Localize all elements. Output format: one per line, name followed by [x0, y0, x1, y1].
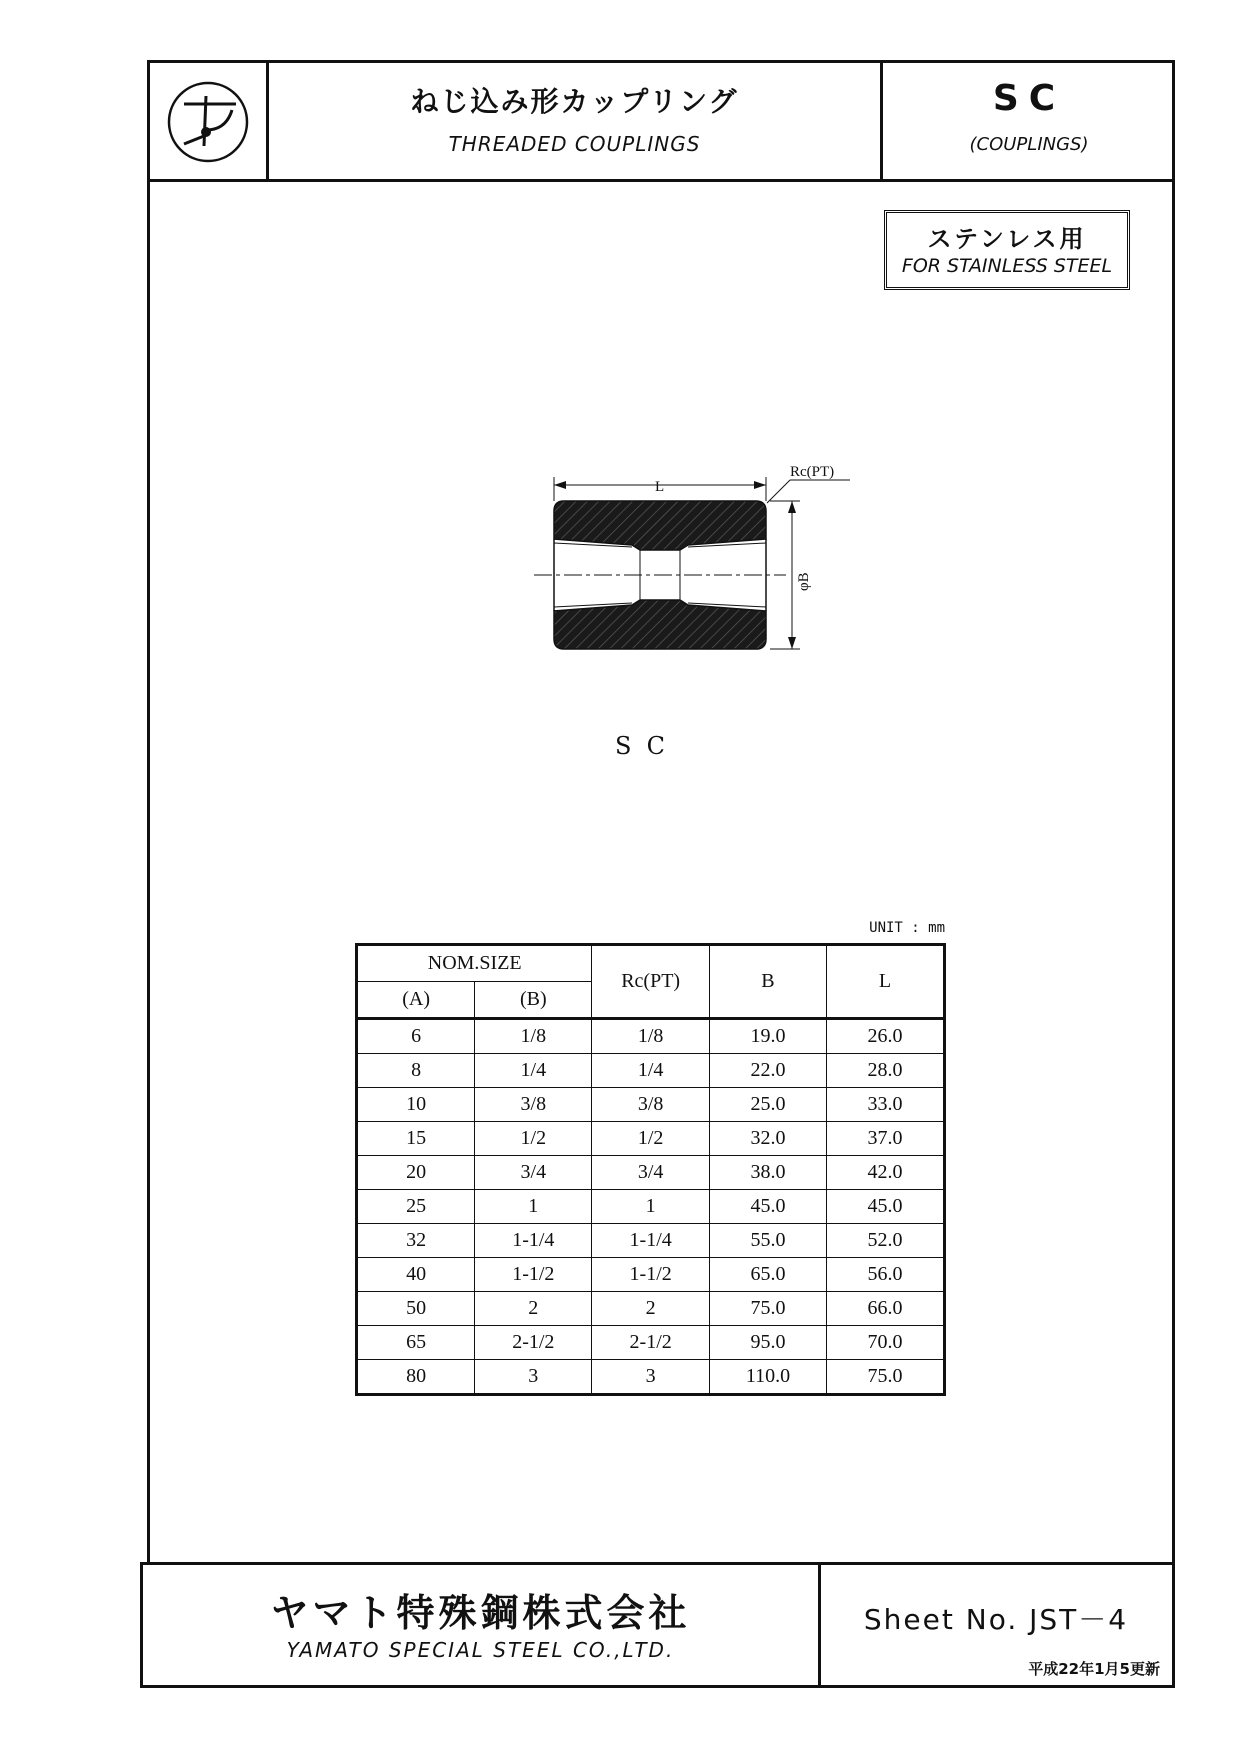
cell-bdim: 45.0: [709, 1190, 826, 1224]
cell-ldim: 75.0: [827, 1360, 945, 1395]
table-row: [357, 1360, 945, 1395]
cell-a: 10: [357, 1088, 475, 1122]
header-rc: Rc(PT): [592, 945, 710, 1019]
cell-b: 1: [475, 1190, 592, 1224]
product-code: SC: [992, 78, 1066, 119]
cell-b: 1-1/4: [475, 1224, 592, 1258]
unit-label: UNIT : mm: [869, 920, 945, 936]
cell-bdim: 110.0: [709, 1360, 826, 1395]
material-japanese: ステンレス用: [927, 225, 1087, 253]
header-b-inch: (B): [475, 982, 592, 1019]
cell-rc: 1/8: [592, 1019, 710, 1054]
cell-a: 32: [357, 1224, 475, 1258]
cell-ldim: 66.0: [827, 1292, 945, 1326]
cell-rc: 3: [592, 1360, 710, 1395]
cell-bdim: 38.0: [709, 1156, 826, 1190]
cell-bdim: 95.0: [709, 1326, 826, 1360]
coupling-cross-section-drawing: [520, 455, 860, 695]
cell-b: 3/4: [475, 1156, 592, 1190]
cell-rc: 1-1/4: [592, 1224, 710, 1258]
cell-b: 1-1/2: [475, 1258, 592, 1292]
cell-b: 2: [475, 1292, 592, 1326]
cell-rc: 2: [592, 1292, 710, 1326]
table-row: [357, 1190, 945, 1224]
cell-bdim: 55.0: [709, 1224, 826, 1258]
title-english: THREADED COUPLINGS: [448, 132, 701, 156]
cell-a: 15: [357, 1122, 475, 1156]
cell-rc: 1/2: [592, 1122, 710, 1156]
table-row: [357, 1156, 945, 1190]
cell-a: 6: [357, 1019, 475, 1054]
header-b: B: [709, 945, 826, 1019]
sheet-number: Sheet No. JST－4: [863, 1603, 1129, 1636]
header-divider: [147, 179, 1175, 182]
cell-a: 25: [357, 1190, 475, 1224]
cell-bdim: 22.0: [709, 1054, 826, 1088]
cell-bdim: 19.0: [709, 1019, 826, 1054]
table-row: [357, 1258, 945, 1292]
cell-ldim: 56.0: [827, 1258, 945, 1292]
cell-ldim: 37.0: [827, 1122, 945, 1156]
drawing-caption: S C: [614, 732, 666, 760]
company-name-english: YAMATO SPECIAL STEEL CO.,LTD.: [286, 1638, 675, 1662]
table-row: [357, 1088, 945, 1122]
table-row: [357, 1326, 945, 1360]
cell-ldim: 45.0: [827, 1190, 945, 1224]
cell-ldim: 52.0: [827, 1224, 945, 1258]
sheet-frame: [147, 60, 1175, 1684]
cell-a: 20: [357, 1156, 475, 1190]
cell-rc: 1: [592, 1190, 710, 1224]
cell-ldim: 28.0: [827, 1054, 945, 1088]
header-logo-divider: [266, 60, 269, 181]
company-logo-icon: [166, 80, 250, 164]
cell-a: 80: [357, 1360, 475, 1395]
cell-b: 1/2: [475, 1122, 592, 1156]
cell-rc: 3/4: [592, 1156, 710, 1190]
cell-bdim: 25.0: [709, 1088, 826, 1122]
cell-b: 1/4: [475, 1054, 592, 1088]
cell-a: 65: [357, 1326, 475, 1360]
update-date: 平成22年1月5更新: [1028, 1660, 1160, 1678]
product-code-subtitle: (COUPLINGS): [969, 134, 1089, 155]
header-a: (A): [357, 982, 475, 1019]
cell-b: 3/8: [475, 1088, 592, 1122]
cell-b: 1/8: [475, 1019, 592, 1054]
table-row: [357, 1122, 945, 1156]
cell-ldim: 42.0: [827, 1156, 945, 1190]
cell-rc: 2-1/2: [592, 1326, 710, 1360]
table-row: [357, 1224, 945, 1258]
cell-bdim: 75.0: [709, 1292, 826, 1326]
table-row: [357, 1292, 945, 1326]
title-japanese: ねじ込み形カップリング: [410, 85, 739, 118]
header-l: L: [827, 945, 945, 1019]
dim-diameter-label: φB: [796, 572, 812, 591]
cell-rc: 3/8: [592, 1088, 710, 1122]
table-row: [357, 1019, 945, 1054]
material-badge: [884, 210, 1130, 290]
cell-a: 40: [357, 1258, 475, 1292]
dimensions-table: [355, 943, 946, 1396]
cell-bdim: 65.0: [709, 1258, 826, 1292]
cell-rc: 1/4: [592, 1054, 710, 1088]
cell-bdim: 32.0: [709, 1122, 826, 1156]
cell-ldim: 33.0: [827, 1088, 945, 1122]
cell-a: 8: [357, 1054, 475, 1088]
header-nom-size: NOM.SIZE: [357, 945, 592, 982]
material-english: FOR STAINLESS STEEL: [901, 255, 1113, 277]
dim-length-label: L: [655, 479, 665, 495]
dim-thread-label: Rc(PT): [790, 464, 835, 480]
cell-ldim: 70.0: [827, 1326, 945, 1360]
cell-rc: 1-1/2: [592, 1258, 710, 1292]
company-name-japanese: ヤマト特殊鋼株式会社: [270, 1591, 691, 1635]
cell-b: 3: [475, 1360, 592, 1395]
cell-ldim: 26.0: [827, 1019, 945, 1054]
table-row: [357, 1054, 945, 1088]
cell-a: 50: [357, 1292, 475, 1326]
cell-b: 2-1/2: [475, 1326, 592, 1360]
